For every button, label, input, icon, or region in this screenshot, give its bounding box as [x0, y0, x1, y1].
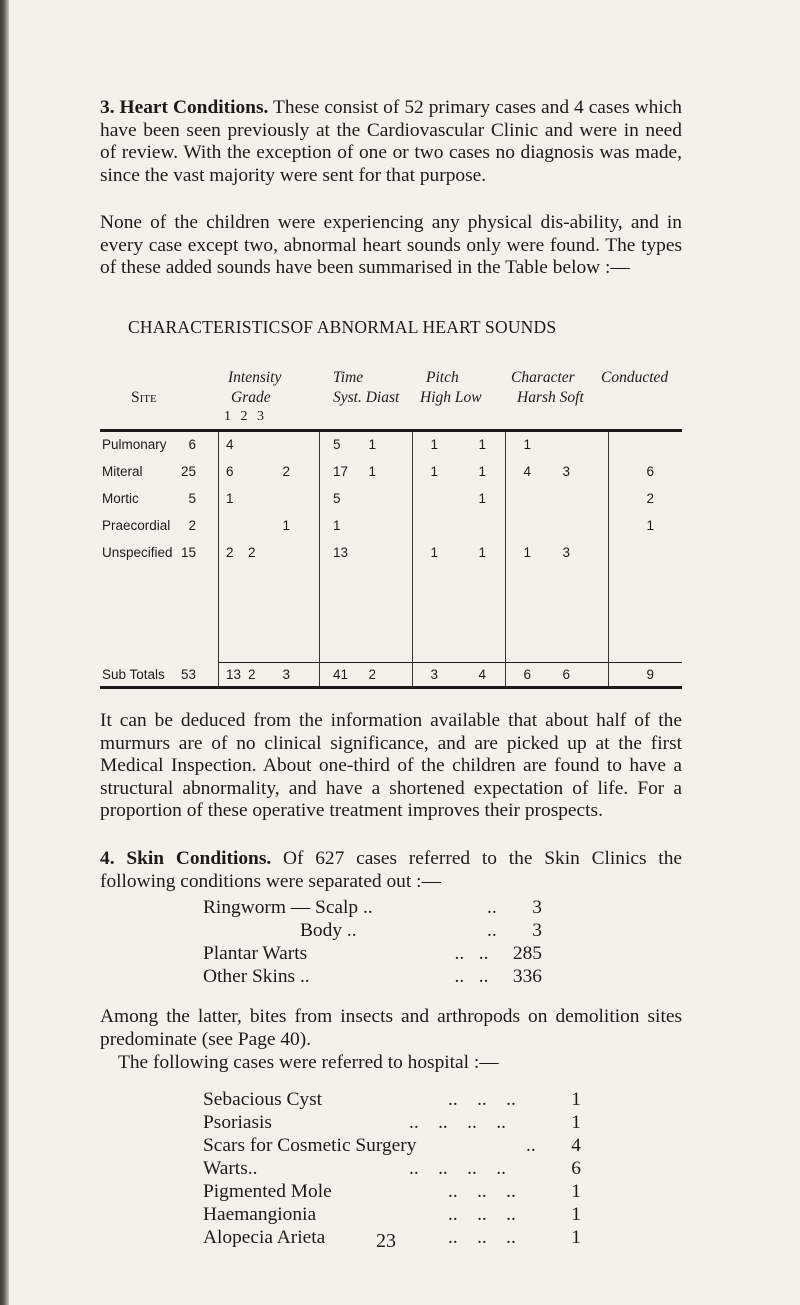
- table-cell-site: Pulmonary: [102, 437, 167, 452]
- table-cell-n: 53: [180, 667, 196, 682]
- table-cell-low: 1: [478, 545, 486, 560]
- hospital-referral-count: 1: [571, 1112, 581, 1133]
- skin-condition-leader-dots: ..: [487, 897, 497, 918]
- table-cell-soft: 3: [562, 545, 570, 560]
- hospital-referral-leader-dots: .. .. .. ..: [409, 1158, 506, 1179]
- hospital-referral-leader-dots: .. .. ..: [448, 1089, 516, 1110]
- table-cell-soft: 3: [562, 464, 570, 479]
- section3-heading: 3. Heart Conditions.: [100, 97, 269, 118]
- skin-condition-count: 3: [532, 897, 542, 918]
- section3-paragraph: [100, 97, 682, 187]
- skin-condition-label: Body ..: [300, 920, 357, 941]
- hospital-referral-count: 1: [571, 1227, 581, 1248]
- table-divider: [218, 432, 219, 686]
- section3-text: These consist of 52 primary cases and 4 cases which have been seen previously at the Cardiovascular Clinic and were in need of review. With the exception of one or two cases no diagnosis was made, since the vast majority were sent for that purpose.: [100, 97, 683, 186]
- hospital-referral-label: Scars for Cosmetic Surgery: [203, 1135, 417, 1156]
- table-cell-n: 5: [188, 491, 196, 506]
- header-grade: Grade: [231, 389, 271, 406]
- section4-paragraph: [100, 848, 682, 893]
- table-cell-g1: 13: [226, 667, 242, 682]
- table-cell-site: Sub Totals: [102, 667, 165, 682]
- section4-text: Of 627 cases referred to the Skin Clinics the following conditions were separated out :—: [100, 848, 682, 892]
- hospital-referral-label: Psoriasis: [203, 1112, 272, 1133]
- table-cell-site: Miteral: [102, 464, 143, 479]
- table-cell-soft: 6: [562, 667, 570, 682]
- header-pitch-sub: High Low: [420, 389, 482, 406]
- table-cell-cond: 6: [646, 464, 654, 479]
- table-divider: [608, 432, 609, 686]
- subtotal-rule: [218, 662, 682, 663]
- hospital-referral-count: 1: [571, 1089, 581, 1110]
- skin-condition-label: Plantar Warts: [203, 943, 308, 964]
- table-cell-g2: 2: [248, 545, 256, 560]
- section3-paragraph-2: None of the children were experiencing any physical dis-ability, and in every case except two, abnormal heart sounds only were found. The types of these added sounds have been summarised in the Table below :—: [100, 212, 682, 278]
- table-cell-low: 1: [478, 491, 486, 506]
- hospital-referral-leader-dots: .. .. ..: [448, 1227, 516, 1248]
- hospital-referral-leader-dots: ..: [526, 1135, 536, 1156]
- table-cell-syst: 1: [333, 518, 341, 533]
- table-cell-harsh: 6: [523, 667, 531, 682]
- header-time: Time: [333, 369, 364, 386]
- table-cell-n: 15: [180, 545, 196, 560]
- table-cell-syst: 41: [333, 667, 349, 682]
- header-conducted: Conducted: [601, 369, 669, 386]
- hospital-referral-count: 4: [571, 1135, 581, 1156]
- header-intensity: Intensity: [228, 369, 282, 386]
- hospital-referral-label: Warts..: [203, 1158, 258, 1179]
- table-cell-high: 3: [430, 667, 438, 682]
- table-bottom-rule: [100, 686, 682, 689]
- table-cell-n: 25: [180, 464, 196, 479]
- table-cell-site: Mortic: [102, 491, 139, 506]
- table-top-rule: [100, 429, 682, 432]
- skin-condition-leader-dots: ..: [487, 920, 497, 941]
- skin-condition-count: 3: [532, 920, 542, 941]
- table-cell-g1: 4: [226, 437, 234, 452]
- skin-condition-count: 285: [512, 943, 542, 964]
- hospital-referral-leader-dots: .. .. ..: [448, 1181, 516, 1202]
- table-cell-low: 4: [478, 667, 486, 682]
- table-cell-syst: 5: [333, 491, 341, 506]
- table-cell-high: 1: [430, 464, 438, 479]
- hospital-referral-leader-dots: .. .. ..: [448, 1204, 516, 1225]
- hospital-referral-count: 1: [571, 1181, 581, 1202]
- table-cell-harsh: 1: [523, 545, 531, 560]
- table-cell-cond: 1: [646, 518, 654, 533]
- table-cell-g3: 1: [282, 518, 290, 533]
- table-cell-low: 1: [478, 464, 486, 479]
- section4-paragraph-3: The following cases were referred to hospital :—: [118, 1052, 499, 1073]
- page-number: 23: [376, 1230, 396, 1252]
- table-cell-diast: 1: [368, 464, 376, 479]
- table-cell-g1: 1: [226, 491, 234, 506]
- skin-condition-label: Other Skins ..: [203, 966, 310, 987]
- header-grade-numbers: 1 2 3: [224, 409, 264, 424]
- table-cell-high: 1: [430, 437, 438, 452]
- section4-heading: 4. Skin Conditions.: [100, 848, 272, 869]
- hospital-referral-count: 1: [571, 1204, 581, 1225]
- table-cell-n: 6: [188, 437, 196, 452]
- table-cell-high: 1: [430, 545, 438, 560]
- table-cell-harsh: 1: [523, 437, 531, 452]
- table-cell-syst: 17: [333, 464, 349, 479]
- skin-condition-label: Ringworm — Scalp ..: [203, 897, 373, 918]
- skin-condition-leader-dots: .. ..: [454, 943, 489, 964]
- table-cell-diast: 2: [368, 667, 376, 682]
- table-cell-g2: 2: [248, 667, 256, 682]
- table-cell-site: Praecordial: [102, 518, 171, 533]
- header-site: Site: [131, 389, 157, 406]
- hospital-referral-leader-dots: .. .. .. ..: [409, 1112, 506, 1133]
- hospital-referral-label: Alopecia Arieta: [203, 1227, 326, 1248]
- section4-paragraph-2: Among the latter, bites from insects and arthropods on demolition sites predominate (see Page 40).: [100, 1006, 682, 1050]
- table-cell-g1: 6: [226, 464, 234, 479]
- table-cell-n: 2: [188, 518, 196, 533]
- page-edge-shadow: [0, 0, 9, 1305]
- hospital-referral-count: 6: [571, 1158, 581, 1179]
- table-divider: [319, 432, 320, 686]
- header-time-sub: Syst. Diast: [333, 389, 400, 406]
- table-cell-cond: 2: [646, 491, 654, 506]
- table-cell-g3: 2: [282, 464, 290, 479]
- skin-condition-count: 336: [512, 966, 542, 987]
- table-cell-cond: 9: [646, 667, 654, 682]
- hospital-referral-label: Sebacious Cyst: [203, 1089, 323, 1110]
- header-character: Character: [511, 369, 575, 386]
- table-cell-syst: 5: [333, 437, 341, 452]
- hospital-referral-label: Haemangionia: [203, 1204, 317, 1225]
- table-cell-site: Unspecified: [102, 545, 173, 560]
- deduction-paragraph: It can be deduced from the information available that about half of the murmurs are of no clinical significance, and are picked up at the first Medical Inspection. About one-third of the children are found to have a structural abnormality, and have a shortened expectation of life. For a proportion of these operative treatment improves their prospects.: [100, 710, 682, 821]
- table-cell-g3: 3: [282, 667, 290, 682]
- header-pitch: Pitch: [426, 369, 459, 386]
- table-cell-diast: 1: [368, 437, 376, 452]
- table-cell-syst: 13: [333, 545, 349, 560]
- skin-condition-leader-dots: .. ..: [454, 966, 489, 987]
- table-cell-low: 1: [478, 437, 486, 452]
- hospital-referral-label: Pigmented Mole: [203, 1181, 332, 1202]
- header-character-sub: Harsh Soft: [517, 389, 584, 406]
- table-cell-g1: 2: [226, 545, 234, 560]
- table-cell-harsh: 4: [523, 464, 531, 479]
- table-title: CHARACTERISTICSOF ABNORMAL HEART SOUNDS: [128, 317, 557, 337]
